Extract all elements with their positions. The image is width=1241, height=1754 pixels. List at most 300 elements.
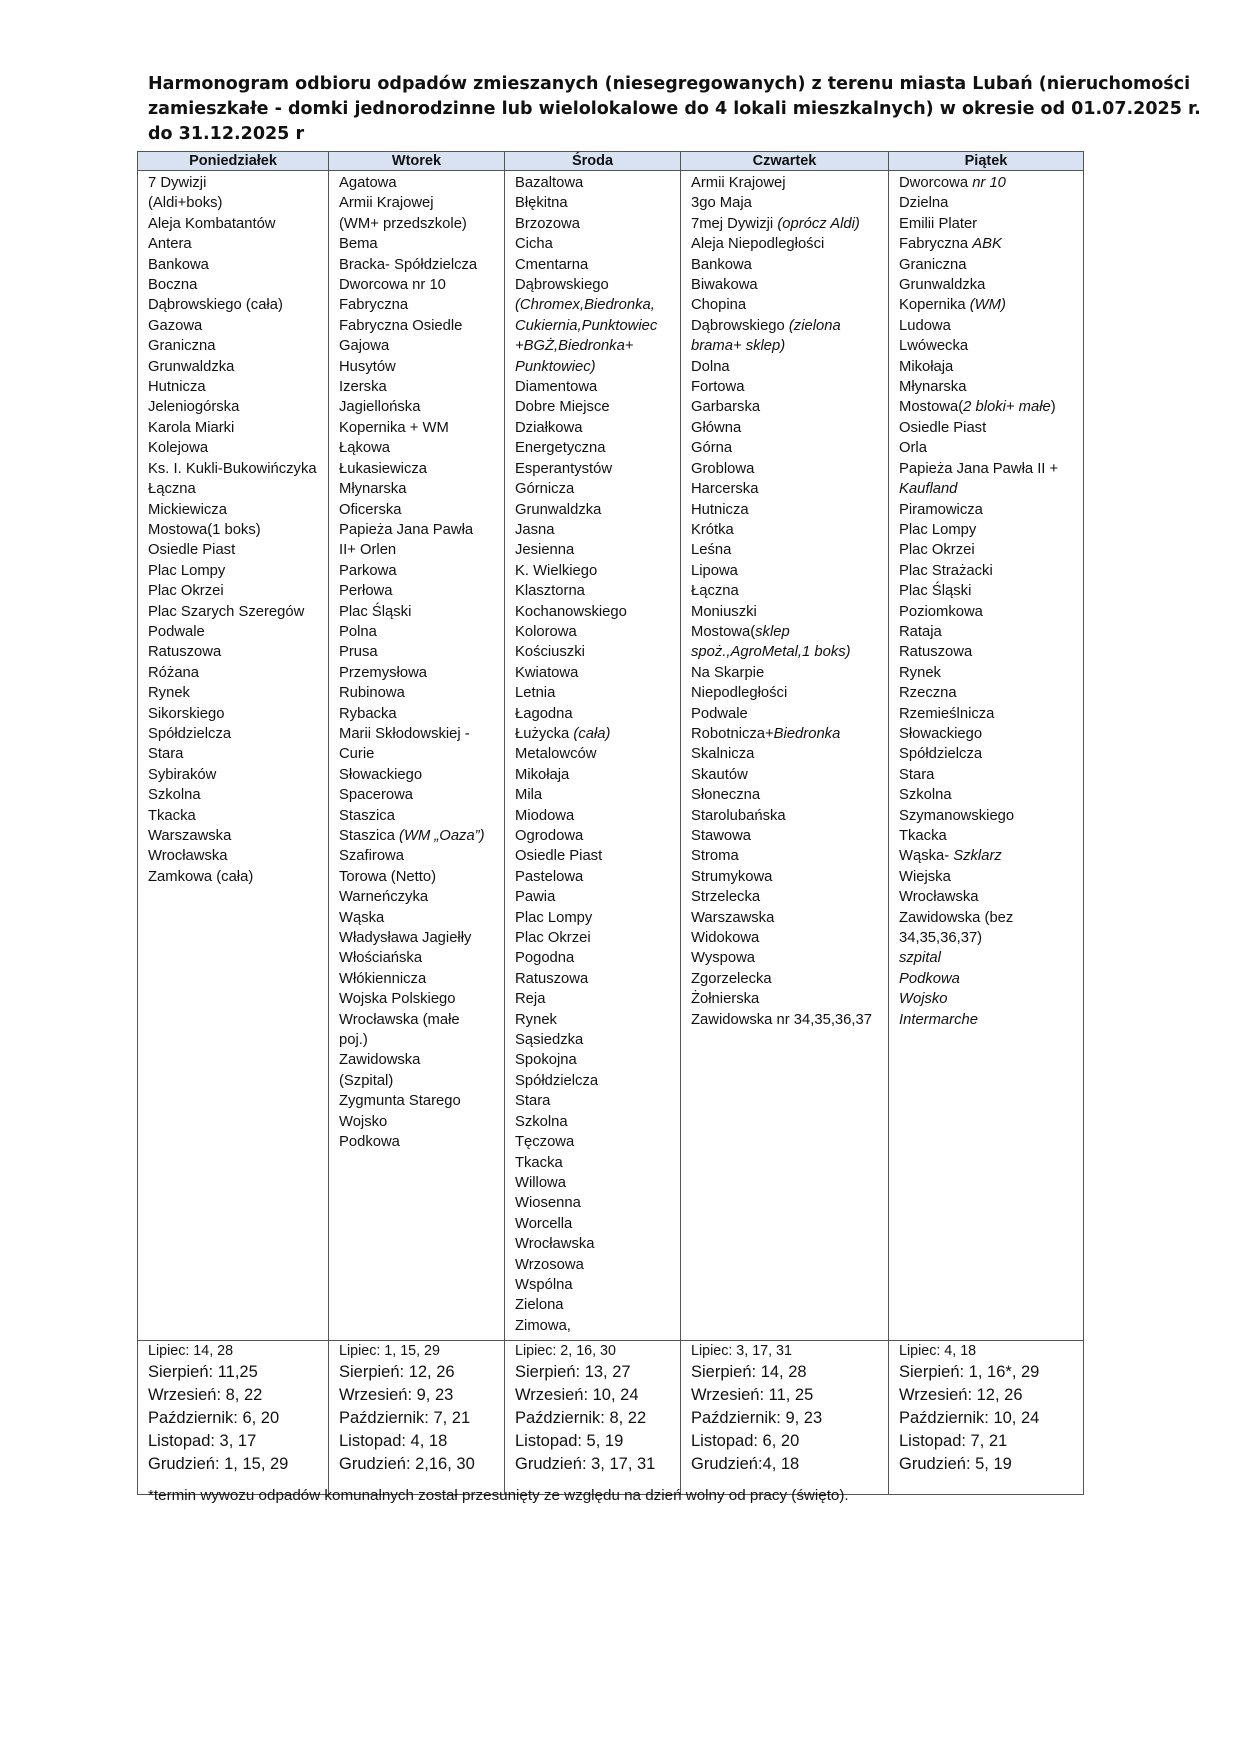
- street-item: [899, 806, 1079, 826]
- street-text: (Szpital): [339, 1072, 394, 1089]
- street-item: [148, 316, 324, 336]
- street-item: [899, 377, 1079, 397]
- street-item: [339, 724, 500, 744]
- street-text: Dworcowa nr 10: [339, 277, 446, 294]
- street-text: Osiedle Piast: [515, 848, 603, 865]
- street-item: [515, 622, 676, 642]
- street-item: [691, 663, 884, 683]
- street-text: Reja: [515, 991, 546, 1008]
- street-text: Ratuszowa: [148, 644, 222, 661]
- street-text: Papieża Jana Pawła: [339, 521, 474, 538]
- street-item: [339, 785, 500, 805]
- street-item: [339, 1030, 500, 1050]
- street-text: Dąbrowskiego (cała): [148, 297, 283, 314]
- street-text: Antera: [148, 236, 192, 253]
- street-text: Zawidowska nr 34,35,36,37: [691, 1011, 872, 1028]
- street-text: Prusa: [339, 644, 378, 661]
- street-text: Marii Skłodowskiej -: [339, 725, 470, 742]
- street-item: [515, 540, 676, 560]
- street-text: Staszica: [339, 828, 400, 844]
- street-text: Rzemieślnicza: [899, 705, 995, 722]
- street-item: [148, 438, 324, 458]
- street-text: Stara: [148, 746, 184, 763]
- day-header-thursday: Czwartek: [681, 152, 889, 171]
- street-item: [691, 642, 884, 662]
- street-item: [148, 683, 324, 703]
- streets-monday: [138, 171, 329, 1341]
- street-item: [148, 642, 324, 662]
- street-text: Rzeczna: [899, 685, 957, 702]
- street-text: Jagiellońska: [339, 399, 421, 416]
- street-text: Letnia: [515, 685, 556, 702]
- street-item: [899, 581, 1079, 601]
- street-text: Emilii Plater: [899, 215, 978, 232]
- street-text: Podkowa: [899, 970, 960, 987]
- street-text: Strumykowa: [691, 868, 773, 885]
- street-item: [515, 602, 676, 622]
- street-text: Kościuszki: [515, 644, 585, 661]
- street-text: Młynarska: [339, 481, 407, 498]
- street-text: Podwale: [148, 623, 205, 640]
- street-item: [339, 193, 500, 213]
- street-text: Agatowa: [339, 175, 397, 191]
- street-text: Stara: [515, 1093, 551, 1110]
- street-item: [899, 397, 1079, 417]
- street-text: Osiedle Piast: [148, 542, 236, 559]
- street-item: [339, 459, 500, 479]
- street-text: Polna: [339, 623, 377, 640]
- street-item: [899, 887, 1079, 907]
- street-item: [899, 928, 1079, 948]
- streets-tuesday: [329, 171, 505, 1341]
- street-item: [339, 275, 500, 295]
- street-text: Błękitna: [515, 195, 568, 212]
- street-item: [148, 622, 324, 642]
- street-item: [339, 520, 500, 540]
- street-text: Rubinowa: [339, 685, 405, 702]
- street-item: [691, 377, 884, 397]
- street-item: [515, 1132, 676, 1152]
- pickup-dates-month: Październik: 9, 23: [691, 1409, 823, 1428]
- street-item: [691, 255, 884, 275]
- pickup-dates-month: Sierpień: 12, 26: [339, 1363, 455, 1382]
- street-item: [899, 173, 1079, 193]
- street-item: [899, 438, 1079, 458]
- street-item: [515, 683, 676, 703]
- street-text: Zielona: [515, 1297, 564, 1314]
- street-item: [339, 663, 500, 683]
- street-item: [899, 744, 1079, 764]
- street-item: [899, 704, 1079, 724]
- street-item: [899, 724, 1079, 744]
- street-text: sklep: [755, 623, 790, 640]
- street-text: Plac Lompy: [515, 909, 593, 926]
- pickup-dates-july: Lipiec: 2, 16, 30: [515, 1343, 616, 1360]
- street-item: [691, 275, 884, 295]
- street-item: [339, 948, 500, 968]
- street-text: Słowackiego: [339, 766, 423, 783]
- street-item: [515, 1295, 676, 1315]
- street-item: [339, 683, 500, 703]
- street-text: Żołnierska: [691, 991, 760, 1008]
- street-text: Jasna: [515, 521, 555, 538]
- street-text: (WM): [969, 297, 1006, 314]
- street-item: [148, 540, 324, 560]
- title-line-3: do 31.12.2025 r: [148, 124, 305, 144]
- street-item: [515, 459, 676, 479]
- street-text: Hutnicza: [691, 501, 749, 518]
- street-text: Fabryczna: [339, 297, 409, 314]
- street-item: [899, 765, 1079, 785]
- street-text: Podkowa: [339, 1134, 400, 1151]
- street-item: [515, 887, 676, 907]
- street-item: [515, 1030, 676, 1050]
- street-item: [515, 826, 676, 846]
- street-text: Lwówecka: [899, 338, 969, 355]
- street-text: Grunwaldzka: [148, 358, 235, 375]
- street-text: Łączna: [691, 583, 739, 600]
- street-text: Młynarska: [899, 379, 967, 396]
- street-item: [339, 622, 500, 642]
- street-text: Lipowa: [691, 562, 738, 579]
- street-item: [515, 1153, 676, 1173]
- street-item: [691, 948, 884, 968]
- street-item: [691, 867, 884, 887]
- street-text: Zgorzelecka: [691, 970, 772, 987]
- street-item: [148, 765, 324, 785]
- street-item: [691, 928, 884, 948]
- street-item: [339, 642, 500, 662]
- street-item: [148, 806, 324, 826]
- street-item: [148, 295, 324, 315]
- street-text: Wyspowa: [691, 950, 756, 967]
- street-item: [691, 459, 884, 479]
- street-text: Fabryczna: [899, 236, 973, 253]
- street-text: Moniuszki: [691, 603, 757, 620]
- street-item: [515, 1071, 676, 1091]
- street-text: Armii Krajowej: [691, 175, 786, 191]
- street-item: [339, 438, 500, 458]
- street-item: [148, 234, 324, 254]
- street-text: Warszawska: [691, 909, 775, 926]
- street-text: Graniczna: [899, 256, 967, 273]
- street-text: Groblowa: [691, 460, 755, 477]
- street-item: [339, 295, 500, 315]
- street-text: Wojsko: [339, 1113, 388, 1130]
- street-item: [148, 377, 324, 397]
- street-text: Miodowa: [515, 807, 575, 824]
- street-text: Dąbrowskiego: [691, 317, 789, 334]
- street-item: [515, 969, 676, 989]
- street-text: Warszawska: [148, 828, 232, 844]
- street-item: [339, 581, 500, 601]
- street-item: [899, 275, 1079, 295]
- street-text: Ratuszowa: [899, 644, 973, 661]
- street-text: Wąska: [339, 909, 385, 926]
- street-item: [899, 948, 1079, 968]
- street-text: Kolejowa: [148, 440, 209, 457]
- street-text: Bankowa: [691, 256, 752, 273]
- street-item: [339, 397, 500, 417]
- street-item: [899, 989, 1079, 1009]
- street-item: [515, 357, 676, 377]
- street-item: [691, 581, 884, 601]
- street-item: [515, 704, 676, 724]
- street-text: Bankowa: [148, 256, 209, 273]
- street-text: Cukiernia,Punktowiec: [515, 317, 658, 334]
- street-item: [515, 336, 676, 356]
- street-item: [339, 867, 500, 887]
- pickup-dates-month: Grudzień: 3, 17, 31: [515, 1455, 656, 1474]
- street-item: [339, 1112, 500, 1132]
- street-text: Łąkowa: [339, 440, 391, 457]
- street-item: [148, 255, 324, 275]
- street-text: Perłowa: [339, 583, 393, 600]
- street-text: Osiedle Piast: [899, 419, 987, 436]
- street-text: Robotnicza+: [691, 725, 774, 742]
- pickup-dates-month: Sierpień: 1, 16*, 29: [899, 1363, 1040, 1382]
- street-text: Górna: [691, 440, 733, 457]
- street-text: (Chromex,Biedronka,: [515, 297, 655, 314]
- street-text: Boczna: [148, 277, 198, 294]
- street-text: Rybacka: [339, 705, 397, 722]
- pickup-dates-month: Listopad: 3, 17: [148, 1432, 257, 1451]
- street-text: Działkowa: [515, 419, 583, 436]
- street-text: Curie: [339, 746, 375, 763]
- pickup-dates-july: Lipiec: 14, 28: [148, 1343, 234, 1360]
- street-text: Wiejska: [899, 868, 951, 885]
- street-text: Kopernika: [899, 297, 970, 314]
- street-item: [148, 602, 324, 622]
- street-item: [148, 418, 324, 438]
- street-text: Spółdzielcza: [515, 1072, 599, 1089]
- street-text: Sikorskiego: [148, 705, 225, 722]
- street-item: [515, 1193, 676, 1213]
- street-item: [515, 1214, 676, 1234]
- street-item: [148, 663, 324, 683]
- day-header-monday: Poniedziałek: [138, 152, 329, 171]
- street-text: Papieża Jana Pawła II +: [899, 460, 1059, 477]
- street-text: Intermarche: [899, 1011, 978, 1028]
- street-item: [515, 173, 676, 193]
- street-text: ): [1050, 399, 1056, 416]
- street-item: [148, 336, 324, 356]
- street-text: 2 bloki+ małe: [963, 399, 1051, 416]
- street-item: [515, 479, 676, 499]
- street-text: Rynek: [515, 1011, 557, 1028]
- street-item: [148, 520, 324, 540]
- title-line-1: Harmonogram odbioru odpadów zmieszanych (niesegregowanych) z terenu miasta Lubań (nieruchomości: [148, 74, 1191, 94]
- street-text: Izerska: [339, 379, 387, 396]
- street-text: Kolorowa: [515, 623, 577, 640]
- street-text: Pastelowa: [515, 868, 584, 885]
- street-text: Mikołaja: [899, 358, 954, 375]
- street-item: [691, 500, 884, 520]
- street-item: [691, 214, 884, 234]
- street-text: Niepodległości: [691, 685, 788, 702]
- street-text: Łagodna: [515, 705, 573, 722]
- street-text: Biedronka: [773, 725, 841, 742]
- street-text: Skalnicza: [691, 746, 755, 763]
- street-text: Warneńczyka: [339, 889, 429, 906]
- street-text: Mostowa(: [899, 399, 964, 416]
- street-text: 7 Dywizji: [148, 175, 207, 191]
- pickup-dates-month: Grudzień: 2,16, 30: [339, 1455, 475, 1474]
- street-item: [899, 336, 1079, 356]
- pickup-dates-month: Październik: 6, 20: [148, 1409, 280, 1428]
- street-text: Stawowa: [691, 828, 752, 844]
- pickup-dates-month: Sierpień: 13, 27: [515, 1363, 631, 1382]
- street-item: [148, 193, 324, 213]
- street-text: Dolna: [691, 358, 730, 375]
- street-item: [899, 867, 1079, 887]
- street-item: [899, 418, 1079, 438]
- street-text: (zielona: [788, 317, 841, 334]
- street-item: [515, 418, 676, 438]
- street-item: [691, 887, 884, 907]
- street-text: Włókiennicza: [339, 970, 427, 987]
- street-text: Ludowa: [899, 317, 951, 334]
- street-text: Tkacka: [148, 807, 196, 824]
- footnote: *termin wywozu odpadów komunalnych został przesunięty ze względu na dzień wolny od pracy (święto).: [148, 1487, 849, 1504]
- street-item: [339, 214, 500, 234]
- street-text: Dobre Miejsce: [515, 399, 610, 416]
- street-text: Bracka- Spółdzielcza: [339, 256, 478, 273]
- street-item: [691, 744, 884, 764]
- street-item: [339, 357, 500, 377]
- street-text: Fortowa: [691, 379, 745, 396]
- street-item: [515, 928, 676, 948]
- street-text: Krótka: [691, 521, 734, 538]
- street-item: [148, 357, 324, 377]
- street-text: Mostowa(: [691, 623, 756, 640]
- street-text: Na Skarpie: [691, 664, 765, 681]
- street-text: Plac Śląski: [339, 603, 412, 620]
- street-item: [515, 193, 676, 213]
- street-item: [339, 928, 500, 948]
- street-item: [515, 867, 676, 887]
- pickup-dates-july: Lipiec: 4, 18: [899, 1343, 977, 1360]
- street-item: [148, 704, 324, 724]
- street-text: (cała): [573, 725, 611, 742]
- street-item: [899, 234, 1079, 254]
- street-text: Podwale: [691, 705, 748, 722]
- street-item: [515, 377, 676, 397]
- street-text: Tkacka: [515, 1154, 563, 1171]
- street-text: Wojsko: [899, 991, 948, 1008]
- street-item: [515, 744, 676, 764]
- street-item: [339, 846, 500, 866]
- street-item: [339, 704, 500, 724]
- street-text: Cmentarna: [515, 256, 589, 273]
- street-text: Wiosenna: [515, 1195, 581, 1212]
- street-item: [148, 744, 324, 764]
- street-text: (Aldi+boks): [148, 195, 223, 212]
- street-item: [339, 255, 500, 275]
- street-text: Karola Miarki: [148, 419, 235, 436]
- street-text: Plac Okrzei: [148, 583, 224, 600]
- pickup-dates-july: Lipiec: 3, 17, 31: [691, 1343, 792, 1360]
- street-text: Spółdzielcza: [148, 725, 232, 742]
- dates-thursday: [681, 1341, 889, 1495]
- street-text: Kopernika + WM: [339, 419, 449, 436]
- street-item: [148, 581, 324, 601]
- street-text: Dąbrowskiego: [515, 277, 609, 294]
- pickup-dates-month: Październik: 8, 22: [515, 1409, 647, 1428]
- street-item: [515, 989, 676, 1009]
- document-title: [148, 72, 1201, 147]
- street-text: Metalowców: [515, 746, 597, 763]
- street-text: Włościańska: [339, 950, 423, 967]
- street-item: [691, 479, 884, 499]
- street-text: Aleja Niepodległości: [691, 236, 825, 253]
- street-text: Mickiewicza: [148, 501, 227, 518]
- street-item: [515, 214, 676, 234]
- street-item: [691, 806, 884, 826]
- street-item: [899, 459, 1079, 479]
- street-text: brama+ sklep): [691, 338, 786, 355]
- street-item: [339, 1010, 500, 1030]
- street-text: Różana: [148, 664, 200, 681]
- street-text: Wąska-: [899, 848, 954, 865]
- street-item: [899, 683, 1079, 703]
- street-text: Rataja: [899, 623, 942, 640]
- street-text: Husytów: [339, 358, 396, 375]
- street-item: [148, 785, 324, 805]
- street-item: [899, 785, 1079, 805]
- street-item: [339, 316, 500, 336]
- street-text: Skautów: [691, 766, 748, 783]
- pickup-dates-month: Grudzień: 5, 19: [899, 1455, 1012, 1474]
- pickup-dates-month: Wrzesień: 8, 22: [148, 1386, 263, 1405]
- street-item: [691, 683, 884, 703]
- street-item: [899, 561, 1079, 581]
- street-item: [339, 377, 500, 397]
- street-item: [899, 1010, 1079, 1030]
- street-item: [515, 846, 676, 866]
- street-text: Jeleniogórska: [148, 399, 240, 416]
- street-item: [691, 193, 884, 213]
- street-text: Kwiatowa: [515, 664, 579, 681]
- street-text: Plac Śląski: [899, 583, 972, 600]
- street-text: Sybiraków: [148, 766, 217, 783]
- street-text: 3go Maja: [691, 195, 752, 212]
- street-item: [515, 397, 676, 417]
- street-text: Plac Strażacki: [899, 562, 993, 579]
- street-text: szpital: [899, 950, 941, 967]
- street-item: [515, 295, 676, 315]
- street-text: Punktowiec): [515, 358, 596, 375]
- street-text: Grunwaldzka: [515, 501, 602, 518]
- schedule-table: [137, 151, 1084, 1495]
- street-item: [515, 255, 676, 275]
- dates-friday: [889, 1341, 1084, 1495]
- pickup-dates-month: Grudzień: 1, 15, 29: [148, 1455, 289, 1474]
- street-text: Plac Okrzei: [515, 930, 591, 947]
- street-text: (WM „Oaza”): [399, 828, 485, 844]
- street-item: [899, 520, 1079, 540]
- street-text: nr 10: [972, 175, 1006, 191]
- street-text: Bazaltowa: [515, 175, 584, 191]
- street-text: Zygmunta Starego: [339, 1093, 461, 1110]
- street-item: [515, 948, 676, 968]
- street-item: [899, 663, 1079, 683]
- street-item: [515, 561, 676, 581]
- street-item: [691, 520, 884, 540]
- street-text: Wrocławska (małe: [339, 1011, 460, 1028]
- street-item: [691, 397, 884, 417]
- street-item: [148, 561, 324, 581]
